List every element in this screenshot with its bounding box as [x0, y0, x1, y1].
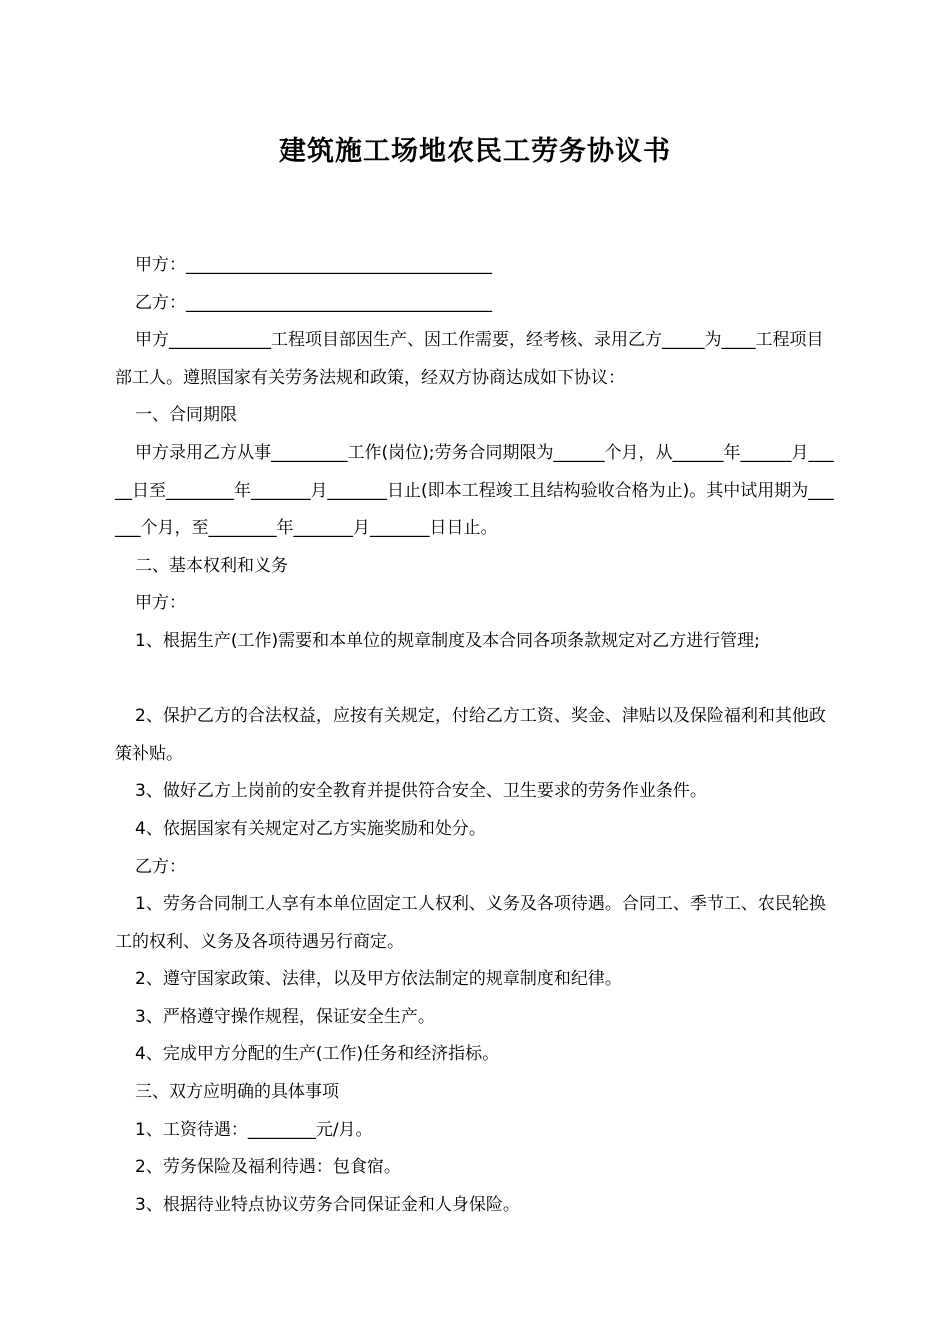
term-paragraph: 甲方录用乙方从事_________工作(岗位);劳务合同期限为______个月，从______年______月_____日至________年_______月_______日止(即本工程竣工且结构验收合格为止)。其中试用期为______个月，至________年_______月_______日日止。 — [115, 442, 834, 539]
party-a-heading: 甲方： — [135, 593, 186, 614]
specifics-item-3: 3、根据待业特点协议劳务合同保证金和人身保险。 — [135, 1194, 520, 1215]
document-title: 建筑施工场地农民工劳务协议书 — [279, 136, 671, 167]
intro-paragraph: 甲方____________工程项目部因生产、因工作需要，经考核、录用乙方_____为____工程项目部工人。遵照国家有关劳务法规和政策，经双方协商达成如下协议： — [115, 330, 824, 388]
specifics-item-1: 1、工资待遇：________元/月。 — [135, 1119, 373, 1140]
section-heading-specifics: 三、双方应明确的具体事项 — [135, 1082, 339, 1103]
specifics-item-2: 2、劳务保险及福利待遇：包食宿。 — [135, 1157, 401, 1178]
party-b-line: 乙方：____________________________________ — [135, 292, 492, 313]
section-heading-rights: 二、基本权利和义务 — [135, 555, 288, 576]
party-b-item-1: 1、劳务合同制工人享有本单位固定工人权利、义务及各项待遇。合同工、季节工、农民轮换工的权利、义务及各项待遇另行商定。 — [115, 894, 826, 952]
party-a-item-1: 1、根据生产(工作)需要和本单位的规章制度及本合同各项条款规定对乙方进行管理; — [135, 630, 760, 651]
section-heading-term: 一、合同期限 — [135, 405, 237, 426]
document-body — [115, 247, 840, 1224]
blank-gap — [115, 661, 840, 699]
party-b-item-4: 4、完成甲方分配的生产(工作)任务和经济指标。 — [135, 1044, 500, 1065]
party-a-item-4: 4、依据国家有关规定对乙方实施奖励和处分。 — [135, 818, 486, 839]
party-b-item-3: 3、严格遵守操作规程，保证安全生产。 — [135, 1006, 435, 1027]
party-a-line: 甲方：____________________________________ — [135, 255, 492, 275]
party-a-item-2: 2、保护乙方的合法权益，应按有关规定，付给乙方工资、奖金、津贴以及保险福利和其他政策补贴。 — [115, 706, 826, 764]
party-b-heading: 乙方： — [135, 856, 186, 877]
party-b-item-2: 2、遵守国家政策、法律，以及甲方依法制定的规章制度和纪律。 — [135, 969, 622, 990]
party-a-item-3: 3、做好乙方上岗前的安全教育并提供符合安全、卫生要求的劳务作业条件。 — [135, 781, 707, 802]
